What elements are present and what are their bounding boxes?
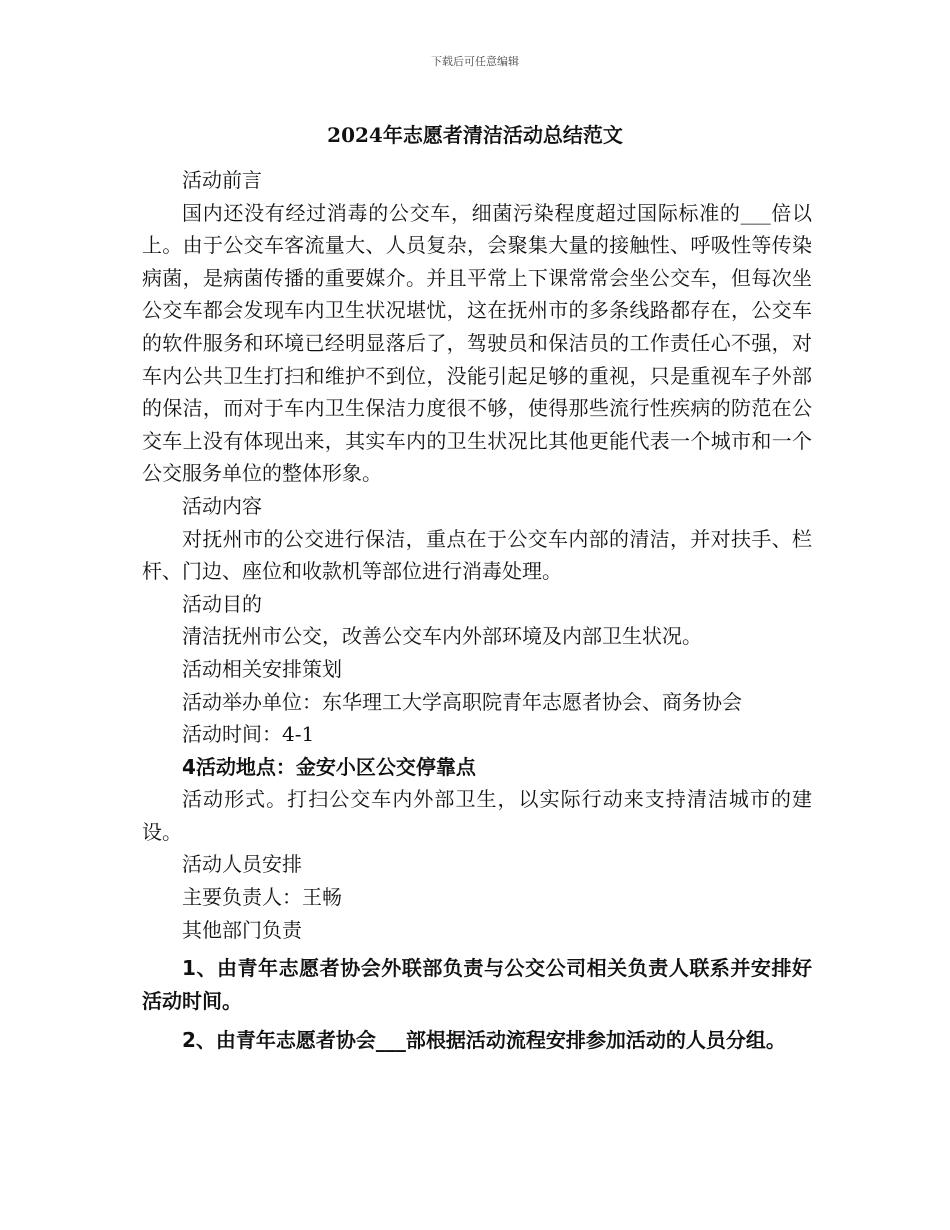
paragraph-organizer: 活动举办单位：东华理工大学高职院青年志愿者协会、商务协会 [182,689,742,714]
document-body [142,164,812,1057]
document-title: 2024年志愿者清洁活动总结范文 [327,123,623,147]
section-heading-content: 活动内容 [182,493,262,518]
paragraph-purpose: 清洁抚州市公交，改善公交车内外部环境及内部卫生状况。 [182,624,702,649]
paragraph-location: 4活动地点：金安小区公交停靠点 [182,754,476,779]
paragraph-format: 活动形式。打扫公交车内外部卫生，以实际行动来支持清洁城市的建设。 [142,787,812,844]
section-heading-arrangements: 活动相关安排策划 [182,656,342,681]
list-item-1: 1、由青年志愿者协会外联部负责与公交公司相关负责人联系并安排好活动时间。 [142,956,812,1014]
paragraph-lead: 主要负责人：王畅 [182,885,342,910]
list-item-2: 2、由青年志愿者协会___部根据活动流程安排参加活动的人员分组。 [182,1028,786,1053]
paragraph-other-departments: 其他部门负责 [182,917,302,942]
paragraph-content: 对抚州市的公交进行保洁，重点在于公交车内部的清洁，并对扶手、栏杆、门边、座位和收款机等部位进行消毒处理。 [142,526,812,584]
section-heading-preface: 活动前言 [182,168,262,192]
section-heading-staffing: 活动人员安排 [182,852,302,877]
paragraph-preface: 国内还没有经过消毒的公交车，细菌污染程度超过国际标准的___倍以上。由于公交车客流量大、人员复杂，会聚集大量的接触性、呼吸性等传染病菌，是病菌传播的重要媒介。并且平常上下课常常会坐公交车，但每次坐公交车都会发现车内卫生状况堪忧，这在抚州市的多条线路都存在，公交车的软件服务和环境已经明显落后了，驾驶员和保洁员的工作责任心不强，对车内公共卫生打扫和维护不到位，没能引起足够的重视，只是重视车子外部的保洁，而对于车内卫生保洁力度很不够，使得那些流行性疾病的防范在公交车上没有体现出来，其实车内的卫生状况比其他更能代表一个城市和一个公交服务单位的整体形象。 [142,200,812,486]
section-heading-purpose: 活动目的 [182,591,262,616]
paragraph-time: 活动时间：4-1 [182,722,315,747]
page-header-note: 下载后可任意编辑 [431,55,519,68]
